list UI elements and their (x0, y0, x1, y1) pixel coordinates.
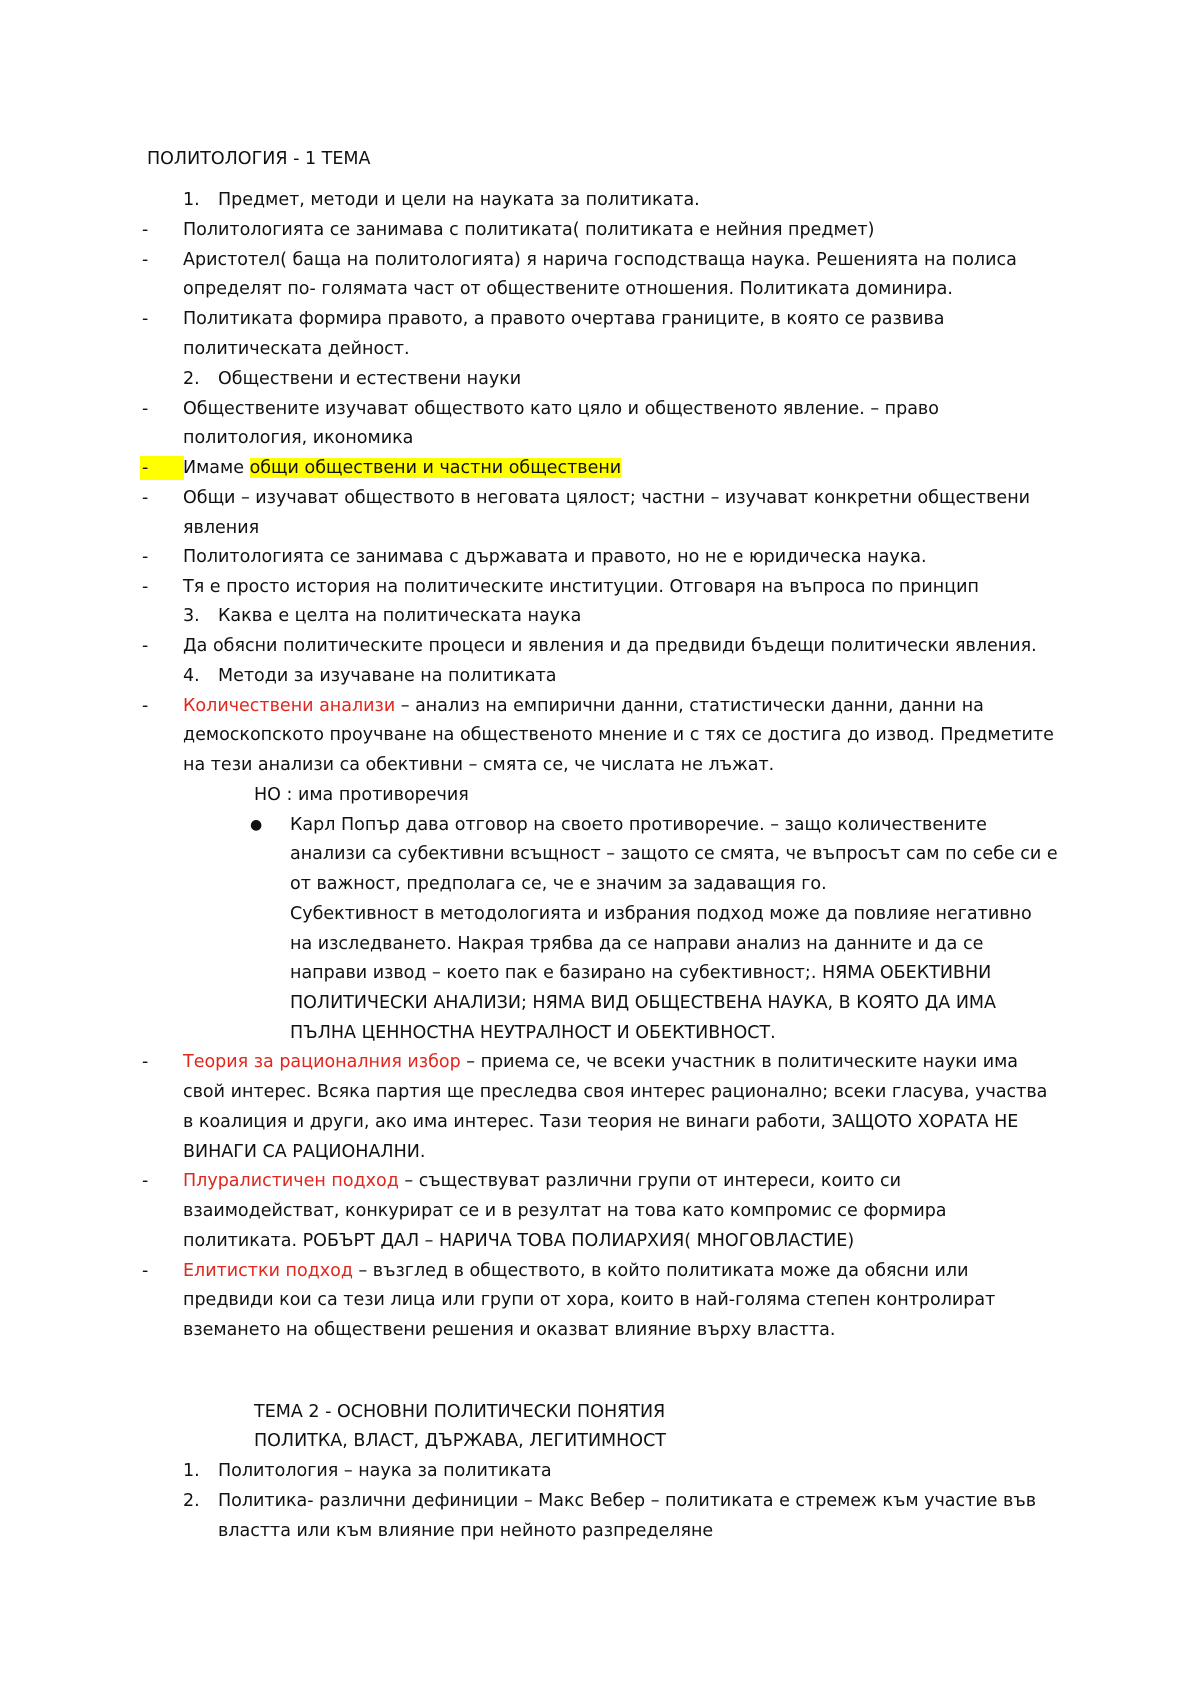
bullet-item-cont: ПЪЛНА ЦЕННОСТНА НЕУТРАЛНОСТ И ОБЕКТИВНОСТ. (290, 1023, 776, 1043)
bullet-item-cont: анализи са субективни всъщност – защото се смята, че въпросът сам по себе си е (290, 844, 1058, 864)
list-item: Обществени и естествени науки (218, 369, 522, 389)
list-item: Политологията се занимава с държавата и правото, но не е юридическа наука. (183, 547, 927, 567)
text-run: – съществуват различни групи от интереси, които си (398, 1171, 901, 1191)
list-item: Политиката формира правото, а правото очертава границите, в която се развива (183, 309, 945, 329)
list-item (183, 1259, 968, 1283)
section-subtitle: ПОЛИТКА, ВЛАСТ, ДЪРЖАВА, ЛЕГИТИМНОСТ (254, 1431, 666, 1451)
text-run: – възглед в обществото, в който политиката може да обясни или (352, 1261, 969, 1281)
list-item-cont: явления (183, 518, 260, 538)
list-number: 1. (183, 190, 200, 210)
document-title: ПОЛИТОЛОГИЯ - 1 ТЕМА (147, 149, 371, 169)
list-item: Тя е просто история на политическите институции. Отговаря на въпроса по принцип (183, 577, 979, 597)
list-item-cont: определят по- голямата част от обществените отношения. Политиката доминира. (183, 279, 953, 299)
list-item (183, 694, 984, 718)
list-item-cont: предвиди кои са тези лица или групи от хора, които в най-голяма степен контролират (183, 1290, 996, 1310)
list-item-cont: свой интерес. Всяка партия ще преследва своя интерес рационално; всеки гласува, участва (183, 1082, 1048, 1102)
list-item-cont: вземането на обществени решения и оказват влияние върху властта. (183, 1320, 836, 1340)
red-term: Елитистки подход (183, 1261, 353, 1281)
list-item-cont: политическата дейност. (183, 339, 410, 359)
list-item (183, 1050, 1018, 1074)
red-term: Количествени анализи (183, 696, 396, 716)
dash-marker: - (142, 696, 149, 716)
dash-marker: - (142, 577, 149, 597)
list-item: Политология – наука за политиката (218, 1461, 552, 1481)
dash-marker: - (142, 220, 149, 240)
text-run: – приема се, че всеки участник в политическите науки има (460, 1052, 1019, 1072)
list-item: Аристотел( баща на политологията) я нарича господстваща наука. Решенията на полиса (183, 250, 1017, 270)
bullet-item-cont: на изследването. Накрая трябва да се направи анализ на данните и да се (290, 934, 984, 954)
list-number: 2. (183, 369, 200, 389)
list-item (183, 456, 621, 480)
bullet-item-cont: направи извод – което пак е базирано на субективност;. НЯМА ОБЕКТИВНИ (290, 963, 992, 983)
list-number: 2. (183, 1491, 200, 1511)
list-number: 3. (183, 606, 200, 626)
red-term: Плуралистичен подход (183, 1171, 399, 1191)
text-run: Имаме (183, 458, 250, 478)
list-item: Да обясни политическите процеси и явления и да предвиди бъдещи политически явления. (183, 636, 1037, 656)
dash-marker: - (142, 1261, 149, 1281)
bullet-icon: ● (250, 817, 263, 833)
list-item (183, 1169, 901, 1193)
list-item-cont: политиката. РОБЪРТ ДАЛ – НАРИЧА ТОВА ПОЛИАРХИЯ( МНОГОВЛАСТИЕ) (183, 1231, 855, 1251)
list-item: Политологията се занимава с политиката( политиката е нейния предмет) (183, 220, 875, 240)
list-item-cont: взаимодействат, конкурират се и в резултат на това като компромис се формира (183, 1201, 947, 1221)
list-item: Обществените изучават обществото като цяло и общественото явление. – право (183, 399, 939, 419)
dash-marker: - (142, 547, 149, 567)
bullet-item-cont: ПОЛИТИЧЕСКИ АНАЛИЗИ; НЯМА ВИД ОБЩЕСТВЕНА НАУКА, В КОЯТО ДА ИМА (290, 993, 996, 1013)
text-run: – анализ на емпирични данни, статистически данни, данни на (395, 696, 984, 716)
list-item: Предмет, методи и цели на науката за политиката. (218, 190, 700, 210)
dash-marker: - (142, 250, 149, 270)
list-number: 4. (183, 666, 200, 686)
list-item: Методи за изучаване на политиката (218, 666, 557, 686)
section-title: ТЕМА 2 - ОСНОВНИ ПОЛИТИЧЕСКИ ПОНЯТИЯ (254, 1402, 666, 1422)
list-item-cont: в коалиция и други, ако има интерес. Тази теория не винаги работи, ЗАЩОТО ХОРАТА НЕ (183, 1112, 1019, 1132)
dash-marker: - (142, 1171, 149, 1191)
list-item-cont: властта или към влияние при нейното разпределяне (218, 1521, 714, 1541)
bullet-item-cont: Субективност в методологията и избрания подход може да повлияе негативно (290, 904, 1032, 924)
list-item: Общи – изучават обществото в неговата цялост; частни – изучават конкретни обществени (183, 488, 1031, 508)
dash-marker: - (142, 399, 149, 419)
dash-marker: - (142, 488, 149, 508)
list-item-cont: политология, икономика (183, 428, 414, 448)
list-item-cont: демоскопското проучване на общественото мнение и с тях се достига до извод. Предметите (183, 725, 1054, 745)
highlighted-text: общи обществени и частни обществени (249, 458, 622, 478)
list-item-cont: на тези анализи са обективни – смята се, че числата не лъжат. (183, 755, 775, 775)
list-item: Политика- различни дефиниции – Макс Вебер – политиката е стремеж към участие във (218, 1491, 1037, 1511)
list-item: Каква е целта на политическата наука (218, 606, 582, 626)
dash-marker: - (142, 458, 149, 478)
note-line: НО : има противоречия (254, 785, 469, 805)
dash-marker: - (142, 1052, 149, 1072)
bullet-item: Карл Попър дава отговор на своето противоречие. – защо количествените (290, 815, 987, 835)
bullet-item-cont: от важност, предполага се, че е значим за задаващия го. (290, 874, 827, 894)
dash-marker: - (142, 636, 149, 656)
list-number: 1. (183, 1461, 200, 1481)
list-item-cont: ВИНАГИ СА РАЦИОНАЛНИ. (183, 1142, 426, 1162)
dash-marker: - (142, 309, 149, 329)
red-term: Теория за рационалния избор (183, 1052, 461, 1072)
